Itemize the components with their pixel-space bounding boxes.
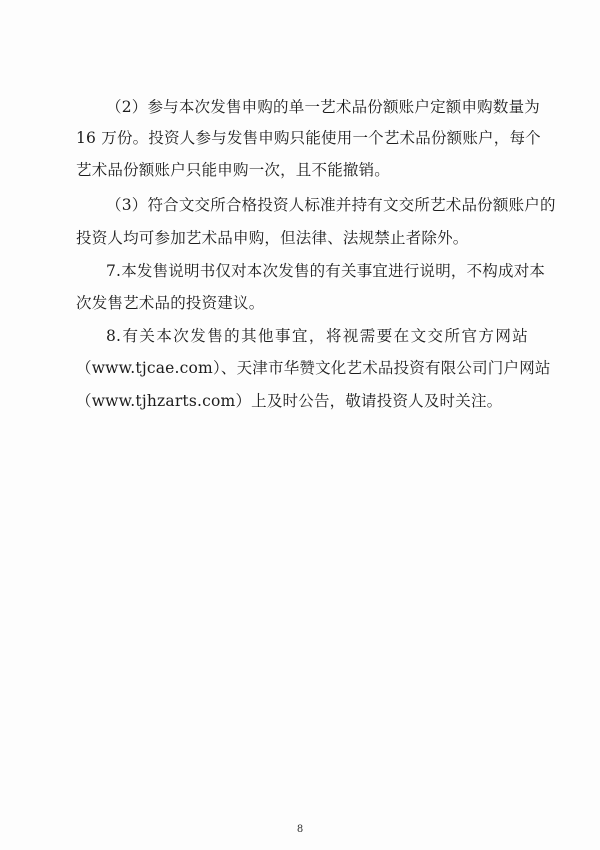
paragraph-7-line-1: 7.本发售说明书仅对本次发售的有关事宜进行说明，不构成对本	[106, 262, 546, 280]
paragraph-3-line-2: 投资人均可参加艺术品申购，但法律、法规禁止者除外。	[76, 229, 469, 247]
paragraph-2-line-3: 艺术品份额账户只能申购一次，且不能撤销。	[76, 161, 391, 179]
page-number: 8	[296, 824, 304, 835]
paragraph-2-line-2: 16 万份。投资人参与发售申购只能使用一个艺术品份额账户，每个	[76, 129, 541, 147]
paragraph-8-line-3: （www.tjhzarts.com）上及时公告，敬请投资人及时关注。	[76, 392, 503, 410]
paragraph-8-line-2: （www.tjcae.com）、天津市华赞文化艺术品投资有限公司门户网站	[76, 359, 551, 377]
paragraph-7-line-2: 次发售艺术品的投资建议。	[76, 294, 265, 312]
paragraph-8-line-1: 8.有关本次发售的其他事宜，将视需要在文交所官方网站	[106, 327, 528, 345]
paragraph-2-line-1: （2）参与本次发售申购的单一艺术品份额账户定额申购数量为	[106, 98, 540, 116]
paragraph-3-line-1: （3）符合文交所合格投资人标准并持有文交所艺术品份额账户的	[106, 196, 556, 214]
